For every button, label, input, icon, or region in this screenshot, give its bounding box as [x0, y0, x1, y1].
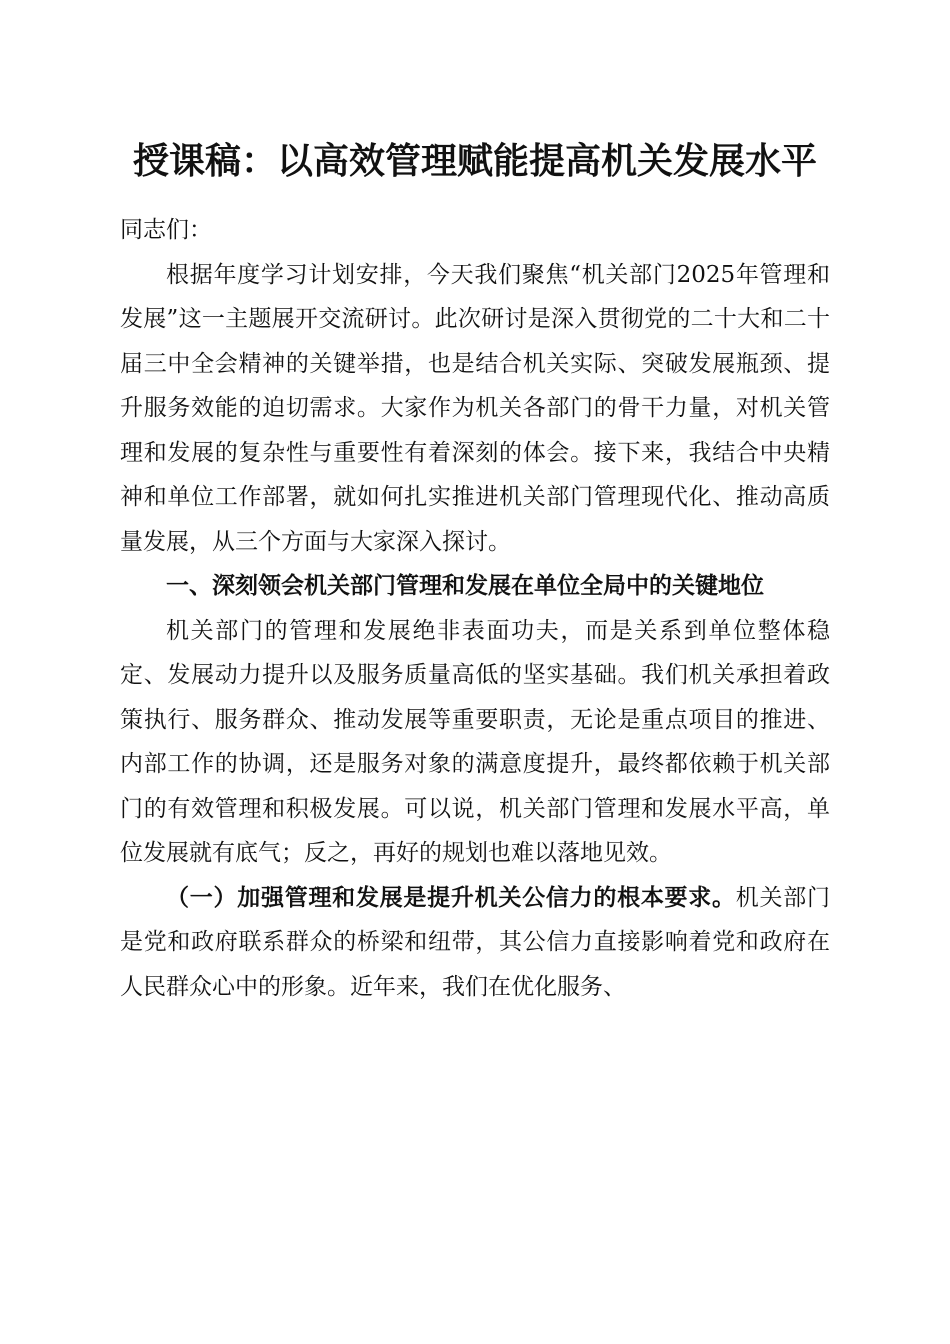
- document-body: [120, 208, 830, 1009]
- section-heading-1: 一、深刻领会机关部门管理和发展在单位全局中的关键地位: [166, 573, 764, 599]
- salutation: 同志们：: [120, 217, 212, 243]
- document-title: 授课稿：以高效管理赋能提高机关发展水平: [132, 140, 817, 182]
- subsection-1-text: 机关部门是党和政府联系群众的桥梁和纽带，其公信力直接影响着党和政府在人民群众心中的形象。近年来，我们在优化服务、: [120, 884, 831, 1000]
- subsection-heading-1: （一）加强管理和发展是提升机关公信力的根本要求。: [166, 883, 736, 911]
- intro-paragraph: 根据年度学习计划安排，今天我们聚焦“机关部门2025年管理和发展”这一主题展开交流研讨。此次研讨是深入贯彻党的二十大和二十届三中全会精神的关键举措，也是结合机关实际、突破发展瓶颈、提升服务效能的迫切需求。大家作为机关各部门的骨干力量，对机关管理和发展的复杂性与重要性有着深刻的体会。接下来，我结合中央精神和单位工作部署，就如何扎实推进机关部门管理现代化、推动高质量发展，从三个方面与大家深入探讨。: [120, 261, 830, 555]
- subsection-1-paragraph: [120, 876, 830, 1010]
- section-1-paragraph: 机关部门的管理和发展绝非表面功夫，而是关系到单位整体稳定、发展动力提升以及服务质量高低的坚实基础。我们机关承担着政策执行、服务群众、推动发展等重要职责，无论是重点项目的推进、内部工作的协调，还是服务对象的满意度提升，最终都依赖于机关部门的有效管理和积极发展。可以说，机关部门管理和发展水平高，单位发展就有底气；反之，再好的规划也难以落地见效。: [120, 617, 830, 866]
